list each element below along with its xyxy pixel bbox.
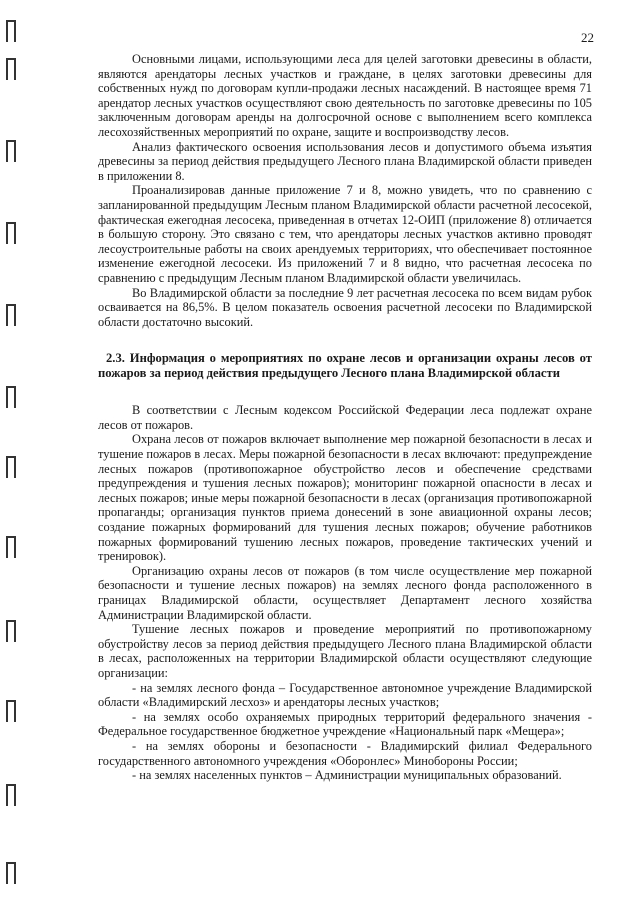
paragraph: Организацию охраны лесов от пожаров (в том числе осуществление мер пожарной безопасности и тушение лесных пожаров) на землях лесного фонда расположенного в границах Владимирской области, осуществляет Департамент лесного хозяйства Администрации Владимирской области. (98, 563, 592, 622)
binding-marks (6, 0, 22, 905)
binding-mark (6, 700, 16, 722)
binding-mark (6, 386, 16, 408)
section-heading: 2.3. Информация о мероприятиях по охране лесов и организации охраны лесов от пожаров за период действия предыдущего Лесного плана Владимирской области (98, 351, 592, 381)
list-item: - на землях обороны и безопасности - Владимирский филиал Федерального государственного автономного учреждения «Оборонлес» Минобороны России; (98, 738, 592, 768)
document-body (98, 52, 592, 783)
list-item: - на землях особо охраняемых природных территорий федерального значения - Федеральное государственное бюджетное учреждение «Национальный парк «Мещера»; (98, 709, 592, 739)
binding-mark (6, 536, 16, 558)
paragraph: Охрана лесов от пожаров включает выполнение мер пожарной безопасности в лесах и тушение пожаров в лесах. Меры пожарной безопасности в лесах включают: предупреждение лесных пожаров (противопожарное обустройство лесов и обеспечение средствами предупреждения и тушения лесных пожаров); мониторинг пожарной опасности в лесах и лесных пожаров; иные меры пожарной безопасности в лесах (организация противопожарной пропаганды; организация пунктов приема донесений в зоне авиационной охраны лесов; создание пожарных формирований для тушения лесных пожаров; обучение работников пожарных формирований тушению лесных пожаров, проведение тактических учений и тренировок). (98, 432, 592, 564)
binding-mark (6, 58, 16, 80)
list-item: - на землях населенных пунктов – Администрации муниципальных образований. (132, 768, 562, 783)
binding-mark (6, 140, 16, 162)
binding-mark (6, 784, 16, 806)
paragraph: Во Владимирской области за последние 9 лет расчетная лесосека по всем видам рубок осваивается на 86,5%. В целом показатель освоения расчетной лесосеки по Владимирской области достаточно высокий. (98, 285, 592, 329)
list-item: - на землях лесного фонда – Государственное автономное учреждение Владимирской области «Владимирский лесхоз» и арендаторы лесных участков; (98, 680, 592, 710)
binding-mark (6, 620, 16, 642)
binding-mark (6, 20, 16, 42)
paragraph: Тушение лесных пожаров и проведение мероприятий по противопожарному обустройству лесов за период действия предыдущего Лесного плана Владимирской области в лесах, расположенных на территории Владимирской области осуществляют следующие организации: (98, 622, 592, 680)
binding-mark (6, 222, 16, 244)
paragraph: Проанализировав данные приложение 7 и 8, можно увидеть, что по сравнению с запланированной предыдущим Лесным планом Владимирской области расчетной лесосекой, фактическая ежегодная лесосека, приведенная в отчетах 12-ОИП (приложение 8) отличается в большую сторону. Это связано с тем, что арендаторы лесных участков активно проводят лесоустроительные работы на своих арендуемых территориях, что обеспечивает постоянное изменение ежегодной лесосеки. Из приложений 7 и 8 видно, что расчетная лесосека по сравнению с предыдущим Лесным планом Владимирской области увеличилась. (98, 183, 592, 285)
page-number: 22 (581, 30, 594, 45)
binding-mark (6, 862, 16, 884)
binding-mark (6, 304, 16, 326)
binding-mark (6, 456, 16, 478)
paragraph: Основными лицами, использующими леса для целей заготовки древесины в области, являются арендаторы лесных участков и граждане, в целях заготовки древесины для собственных нужд по договорам купли-продажи лесных насаждений. В настоящее время 71 арендатор лесных участков осуществляют свою деятельность по заготовке древесины по 105 заключенным договорам аренды на долгосрочной основе с выполнением всего комплекса лесохозяйственных мероприятий по охране, защите и воспроизводству лесов. (98, 52, 592, 139)
paragraph: Анализ фактического освоения использования лесов и допустимого объема изъятия древесины за период действия предыдущего Лесного плана Владимирской области приведен в приложении 8. (98, 139, 592, 183)
paragraph: В соответствии с Лесным кодексом Российской Федерации леса подлежат охране лесов от пожаров. (98, 403, 592, 432)
